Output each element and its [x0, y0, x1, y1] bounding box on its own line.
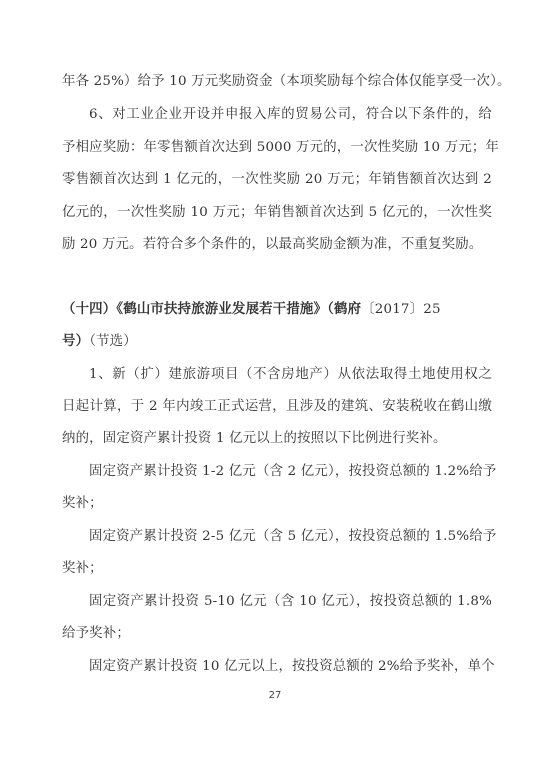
paragraph-line: 日起计算，于 2 年内竣工正式运营，且涉及的建筑、安装税收在鹤山缴: [62, 399, 492, 414]
page-number: 27: [268, 690, 282, 701]
paragraph-line: 奖补；: [62, 561, 103, 576]
section-heading-note: （节选）: [89, 334, 137, 349]
paragraph-line: 固定资产累计投资 10 亿元以上，按投资总额的 2%给予奖补，单个: [89, 659, 495, 674]
section-heading: [62, 332, 492, 352]
section-heading-doc-number: 〔2017〕25: [361, 302, 441, 317]
paragraph-line: 1、新（扩）建旅游项目（不含房地产）从依法取得土地使用权之: [89, 367, 492, 382]
section-heading-title: （十四）《鹤山市扶持旅游业发展若干措施》（鹤府: [62, 302, 362, 317]
paragraph-line: 给予奖补；: [62, 626, 130, 641]
paragraph-line: 励 20 万元。若符合多个条件的，以最高奖励金额为准，不重复奖励。: [62, 237, 483, 252]
paragraph-line: 固定资产累计投资 5-10 亿元（含 10 亿元），按投资总额的 1.8%: [89, 594, 492, 609]
paragraph-line: 亿元的，一次性奖励 10 万元；年销售额首次达到 5 亿元的，一次性奖: [62, 205, 492, 220]
paragraph-line: 奖补；: [62, 496, 103, 511]
paragraph-line: 固定资产累计投资 1-2 亿元（含 2 亿元），按投资总额的 1.2%给予: [89, 464, 497, 479]
paragraph-line: 年各 25%）给予 10 万元奖励资金（本项奖励每个综合体仅能享受一次）。: [62, 74, 511, 89]
section-heading: [62, 300, 492, 320]
paragraph-line: 6、对工业企业开设并申报入库的贸易公司，符合以下条件的，给: [89, 107, 492, 122]
paragraph-line: 予相应奖励：年零售额首次达到 5000 万元的，一次性奖励 10 万元；年: [62, 140, 500, 155]
section-heading-title-end: 号）: [62, 334, 90, 349]
paragraph-line: 纳的，固定资产累计投资 1 亿元以上的按照以下比例进行奖补。: [62, 431, 447, 446]
paragraph-line: 固定资产累计投资 2-5 亿元（含 5 亿元），按投资总额的 1.5%给予: [89, 529, 497, 544]
paragraph-line: 零售额首次达到 1 亿元的，一次性奖励 20 万元；年销售额首次达到 2: [62, 172, 492, 187]
